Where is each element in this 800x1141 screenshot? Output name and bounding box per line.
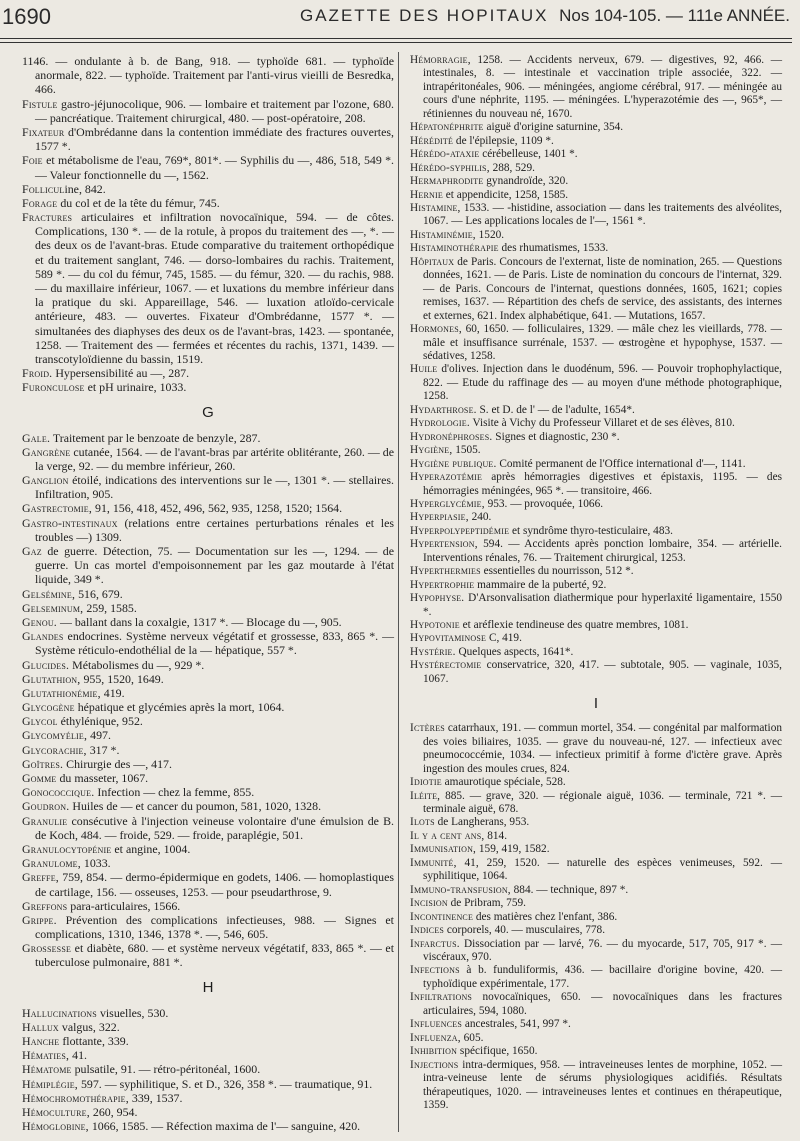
index-entry [410,498,782,511]
index-keyword: Histaminémie, [410,228,476,241]
index-text: 1520. [478,228,505,241]
index-keyword: Influences [410,1018,462,1031]
index-text: après hémorragies digestives et épistaxis, 1195. — des hémorragies méningées, 965 *. — transitoire, 466. [423,471,782,497]
index-entry [410,1059,782,1113]
index-entry [410,242,782,255]
index-text: Chirurgie des —, 417. [66,756,172,771]
index-entry [410,1045,782,1058]
index-keyword: Goîtres. [22,756,64,771]
index-text: cérébelleuse, 1401 *. [482,148,578,161]
index-text: à b. funduliformis, 436. — bacillaire d'origine bovine, 420. — typhoïdique expérimentale, 177. [423,964,782,990]
index-keyword: Hémoculture, [22,1104,90,1119]
index-entry [22,125,394,153]
index-text: 259, 1585. [86,600,137,615]
index-keyword: Gelsémine, [22,586,76,601]
index-text: et appendicite, 1258, 1585. [445,188,569,201]
index-text: pulsatile, 91. — rétro-péritonéal, 1600. [74,1062,261,1077]
index-text: conservatrice, 320, 417. — subtotale, 905. — vaginale, 1035, 1067. [423,659,782,685]
index-entry [410,619,782,632]
index-entry [22,771,394,785]
index-entry [22,700,394,714]
index-keyword: Infiltrations [410,991,473,1004]
index-text: 41. [72,1048,87,1063]
index-text: 605. [463,1031,484,1044]
journal-title: GAZETTE DES HOPITAUX [300,6,549,25]
index-keyword: Gale. [22,430,51,445]
index-text: gastro-jéjunocolique, 906. — lombaire et traitement par l'ozone, 680. — pancréatique. Traitement chirurgical, 480. — post-opératoire, 208. [35,96,394,125]
index-text: endocrines. Système nerveux végétatif et grossesse, 833, 865 *. — Système réticulo-endothélial de la — hépatique, 557 *. [35,629,394,658]
index-text: 419. [103,685,125,700]
index-keyword: Glycomyélie, [22,728,88,743]
index-text: corporels, 40. — musculaires, 778. [446,924,606,937]
index-entry [22,629,394,657]
index-text: d'olives. Injection dans le duodénum, 596. — Pouvoir trophophylactique, 822. — Etude du raffinage des — au moyen d'une méthode photographique, 1258. [423,363,783,403]
index-entry [410,884,782,897]
index-entry [22,686,394,700]
index-text: D'Arsonvalisation diathermique pour hyperlaxité ligamentaire, 1550 *. [423,592,782,618]
index-keyword: Ilots [410,816,435,829]
index-keyword: Fixateur [22,124,65,139]
index-entry [22,757,394,771]
index-entry [22,431,394,445]
index-text: et aréflexie tendineuse des quatre membres, 1081. [462,619,689,632]
index-text: Huiles de — et cancer du poumon, 581, 1020, 1328. [72,799,322,814]
index-keyword: Glycorachie, [22,742,87,757]
index-keyword: Gomme [22,771,57,785]
index-text: Signes et diagnostic, 230 *. [495,430,620,443]
index-text: et diabète, 680. — et système nerveux végétatif, 833, 865 *. — et tuberculose pulmonaire, 881 *. [35,941,394,970]
index-entry [410,363,782,403]
index-keyword: Inhibition [410,1045,458,1058]
index-entry [22,856,394,870]
index-keyword: Immunisation, [410,843,477,856]
index-keyword: Ganglion [22,473,69,488]
index-entry [22,743,394,757]
index-keyword: Glycol [22,714,58,729]
index-keyword: Influenza, [410,1031,461,1044]
index-keyword: Foie [22,153,43,168]
index-entry [22,1119,394,1133]
index-keyword: Gonococcique. [22,785,95,800]
index-entry [410,632,782,645]
index-entry [410,1018,782,1031]
index-entry [410,924,782,937]
index-text: 953. — provoquée, 1066. [487,497,604,510]
index-text: et angine, 1004. [114,841,191,856]
index-text: 41, 259, 1520. — naturelle des espèces venimeuses, 592. — syphilitique, 1064. [423,856,782,883]
index-text: gynandroïde, 320. [486,175,569,188]
index-entry [410,538,782,565]
index-keyword: Indices [410,924,445,937]
index-keyword: Hyperpiasie, [410,511,469,524]
index-keyword: Incontinence [410,910,474,923]
index-text: para-articulaires, 1566. [70,898,181,913]
index-text: mammaire de la puberté, 92. [477,578,607,591]
section-letter: G [202,403,214,421]
index-text: des matières chez l'enfant, 386. [475,910,618,923]
index-text: et syndrôme thyro-testiculaire, 483. [512,524,673,537]
index-text: flottante, 339. [62,1034,129,1048]
index-keyword: Hypertension, [410,538,478,551]
index-entry [410,991,782,1018]
index-keyword: Idiotie [410,776,442,789]
index-text: des rhumatismes, 1533. [501,242,609,255]
index-keyword: Hémorragie, [410,54,471,66]
index-entry [22,210,394,366]
index-text: et métabolisme de l'eau, 769*, 801*. — Syphilis du —, 486, 518, 549 *. — Valeur fonctionnelle du —, 1562. [35,153,394,182]
index-keyword: Glandes [22,629,64,644]
index-entry [22,54,394,97]
section-letter: I [593,695,599,713]
index-entry [410,121,782,134]
index-entry [410,511,782,524]
index-text: 1033. [83,856,111,871]
index-entry [410,938,782,965]
index-text: 814. [487,829,508,842]
index-keyword: Glucides. [22,657,70,672]
index-entry [22,1020,394,1034]
index-keyword: Furonculose [22,380,85,395]
index-entry [410,579,782,592]
index-text: Métabolismes du —, 929 *. [72,657,205,672]
index-keyword: Hydronéphroses. [410,430,493,443]
index-keyword: Genou. [22,614,57,629]
index-text: C, 419. [488,632,522,645]
index-entry [410,722,782,776]
index-keyword: Hyperazotémie [410,471,483,484]
index-entry [22,1105,394,1119]
index-keyword: Il y a cent ans, [410,829,485,842]
index-text: 1258. — Accidents nerveux, 679. — digestives, 92, 466. — intestinales, 8. — intestinale et vaccination triple associée, 322. — intrapéritonéales, 906. — méningées, angiome cérébral, 917. — méningée au cours d'une néphrite, 1195. — méningées. L'hyperazotémie des —, 965*, — rétiniennes du nouveau né, 1670. [423,54,782,120]
index-text: spécifique, 1650. [459,1045,538,1058]
index-keyword: Hyperpolypeptidémie [410,524,510,537]
index-entry [22,97,394,125]
index-text: 497. [90,728,111,743]
index-entry [22,601,394,615]
index-text: de Pribram, 759. [450,897,526,910]
index-text: 884. — technique, 897 *. [513,883,629,896]
index-text: Visite à Vichy du Professeur Villaret et de ses élèves, 810. [472,417,735,430]
index-text: 597. — syphilitique, S. et D., 326, 358 *. — traumatique, 91. [80,1076,373,1091]
index-keyword: Hépatonéphrite [410,121,484,134]
index-keyword: Glutathionémie, [22,685,101,700]
index-entry [22,672,394,686]
index-keyword: Hypophyse. [410,592,465,605]
index-entry [410,1032,782,1045]
index-text: Prévention des complications infectieuses, 988. — Signes et complications, 1310, 1346, 1378 *. —, 546, 605. [35,912,394,942]
index-keyword: Hermaphrodite [410,175,484,188]
index-entry [22,1062,394,1076]
index-keyword: Gastrectomie, [22,501,93,516]
index-entry [22,380,394,394]
index-entry [22,1091,394,1105]
index-entry [22,196,394,210]
index-entry [410,54,782,121]
index-keyword: Hallux [22,1019,59,1034]
index-entry [410,256,782,323]
header-rule-bottom [0,42,792,43]
index-text: 317 *. [89,742,120,757]
index-keyword: Injections [410,1058,459,1071]
left-column [22,54,394,1133]
index-keyword: Hallucinations [22,1005,97,1020]
index-text: Comité permanent de l'Office international d'—, 1141. [499,457,746,470]
index-entry [410,458,782,471]
index-keyword: Granulocytopénie [22,841,112,856]
index-text: et pH urinaire, 1033. [87,380,187,395]
index-entry [410,323,782,363]
index-keyword: Immunité, [410,856,457,869]
index-keyword: Goudron. [22,799,70,814]
index-text: ine, 842. [64,181,106,196]
index-entry [410,135,782,148]
index-text: essentielles du nourrisson, 512 *. [483,565,634,578]
index-entry [410,444,782,457]
index-entry [22,182,394,196]
index-entry [410,175,782,188]
index-text: de guerre. Détection, 75. — Documentation sur les —, 1294. — de guerre. Un cas mortel d'empoisonnement par les gaz moutarde à l'état liquide, 349 *. [35,544,394,587]
index-entry [410,189,782,202]
index-entry [22,544,394,587]
index-keyword: Incision [410,897,448,910]
index-keyword: Gaz [22,544,42,558]
index-keyword: Hystérectomie [410,659,482,672]
index-text: 1066, 1585. — Réfection maxima de l'— sanguine, 420. [91,1119,361,1134]
index-entry [22,658,394,672]
index-text: 240. [471,511,492,524]
index-entry [22,1006,394,1020]
index-text: novocaïniques, 650. — novocaïniques dans les fractures articulaires, 594, 1080. [423,991,782,1017]
index-entry [410,229,782,242]
index-text: Hypersensibilité au —, 287. [55,366,190,381]
index-entry [410,404,782,417]
index-keyword: Hypovitaminose [410,632,487,645]
index-keyword: Infections [410,964,460,977]
index-entry [410,471,782,498]
index-entry [22,587,394,601]
index-keyword: Gangrène [22,444,71,459]
index-entry [22,714,394,728]
index-text: éthylénique, 952. [60,714,143,729]
index-entry [410,202,782,229]
index-text: du col et de la tête du fémur, 745. [60,195,220,210]
index-keyword: Hydrologie. [410,417,470,430]
index-keyword: Hérédité [410,134,454,147]
index-text: visuelles, 530. [99,1005,169,1020]
index-entry [410,857,782,884]
index-text: 594. — Accidents après ponction lombaire, 354. — artérielle. Interventions rénales, 76. — Traitement chirurgical, 1253. [423,538,782,564]
index-text: 159, 419, 1582. [478,843,550,856]
page-number: 1690 [2,4,51,29]
index-keyword: Hémiplégie, [22,1076,78,1091]
index-keyword: Hygiène publique. [410,457,497,470]
index-entry [410,816,782,829]
section-letter: H [202,978,214,996]
index-text: de Paris. Concours de l'externat, liste de nomination, 265. — Questions données, 1621. — de Paris. Liste de nomination du concours de l'internat, 329. — de Paris. Concours de l'internat, questions données, 1605, 1621; copies remises, 1637. — Répartition des chefs de service, des assistants, des internes et externes, 621. Index alphabétique, 641. — Mutations, 1657. [423,255,782,322]
column-divider [398,52,399,1132]
index-keyword: Hystérie. [410,645,456,658]
index-entry [410,843,782,856]
index-keyword: Greffons [22,898,68,913]
index-text: articulaires et infiltration novocaïnique, 594. — de côtes. Complications, 130 *. — de la rotule, à propos du traitement des —, *. — des deux os de l'avant-bras. Etude comparative du traitement orthopédique et du traitement sanglant, 746. — dorso-lombaires du rachis. Traitement, 589 *. — du col du fémur, 745, 1585. — du fémur, 320. — du rachis, 988. — du maxillaire inférieur, 1067. — et luxations du membre inférieur dans la pratique du ski. Appareillage, 546. — luxation atloïdo-cervicale antérieure, 483. — ouvertes. Fixateur d'Ombrédanne, 1577 *. — simultanées des diaphyses des deux os de l'avant-bras, 1423. — spontanée, 1258. — Traitement des — fermées et récentes du rachis, 1371, 1439. — transcotyloïdienne du bassin, 1519. [35,210,394,366]
index-entry [410,659,782,686]
index-entry [22,899,394,913]
index-text: aiguë d'origine saturnine, 354. [486,121,624,134]
index-keyword: Forage [22,195,58,210]
index-text: valgus, 322. [61,1019,120,1034]
index-keyword: Hyperglycémie, [410,497,485,510]
index-keyword: Hémochromothérapie, [22,1090,129,1105]
index-text: de Langherans, 953. [437,816,530,829]
page-header [0,0,800,36]
index-text: de l'épilepsie, 1109 *. [455,134,554,147]
index-keyword: Immuno-transfusion, [410,883,511,896]
index-text: Infection — chez la femme, 855. [97,785,255,800]
index-text: 516, 679. [78,586,123,601]
index-entry [410,565,782,578]
index-text: 91, 156, 418, 452, 496, 562, 935, 1258, 1520; 1564. [95,501,343,516]
index-text: (relations entre certaines perturbations rénales et les troubles —) 1309. [35,515,394,544]
index-entry [22,814,394,842]
index-keyword: Hématome [22,1062,72,1077]
index-entry [22,516,394,544]
index-entry [22,615,394,629]
index-text: étoilé, indications des interventions sur le —, 1301 *. — stellaires. Infiltration, 905. [35,473,394,502]
index-entry [410,148,782,161]
index-text: 60, 1650. — folliculaires, 1329. — mâle chez les vieillards, 778. — mâle et insuffisance surrénale, 1537. — œstrogène et hypophyse, 1537. — sédatives, 1258. [423,323,782,362]
index-text: intra-dermiques, 958. — intraveineuses lentes de morphine, 1052. — intra-veineuse lente de sérums physiologiques acidifiés. Résultats thérapeutiques, 1020. — intraveineuses lentes et continues en thérapeutique, 1359. [423,1058,782,1111]
index-keyword: Glycogène [22,700,75,715]
index-entry [22,842,394,856]
index-keyword: Follicul [22,181,65,196]
index-text: Quelques aspects, 1641*. [458,645,574,658]
index-keyword: Hanche [22,1034,60,1048]
index-keyword: Hypotonie [410,619,460,632]
right-column [410,54,782,1112]
index-entry [22,153,394,181]
index-entry [22,1077,394,1091]
index-entry [410,964,782,991]
index-text: S. et D. de l' — de l'adulte, 1654*. [479,403,635,416]
index-keyword: Gastro-intestinaux [22,515,118,530]
index-keyword: Hernie [410,188,443,201]
index-keyword: Hypertrophie [410,578,475,591]
index-keyword: Histamine, [410,201,461,214]
index-text: 1146. — ondulante à b. de Bang, 918. — typhoïde 681. — typhoïde anormale, 822. — typhoïde. Traitement par l'anti-virus vieilli de Besredka, 466. [22,54,394,97]
index-entry [22,1048,394,1062]
index-entry [22,366,394,380]
index-entry [22,785,394,799]
index-entry [22,870,394,898]
index-entry [22,1034,394,1048]
index-text: amaurotique spéciale, 528. [444,776,566,789]
index-keyword: Infarctus. [410,937,460,950]
index-keyword: Hormones, [410,323,462,336]
index-entry [22,501,394,515]
issue-number: Nos 104-105. — 111e ANNÉE. [559,6,790,25]
index-keyword: Glutathion, [22,671,81,686]
index-text: 339, 1537. [131,1090,183,1105]
index-keyword: Fractures [22,210,73,225]
index-keyword: Grippe. [22,912,57,927]
index-entry [410,911,782,924]
index-keyword: Hématies, [22,1048,70,1063]
index-entry [410,776,782,789]
index-keyword: Froid. [22,366,53,381]
index-keyword: Granulome, [22,856,81,871]
index-entry [22,941,394,969]
index-keyword: Hygiène, [410,444,453,457]
index-entry [410,431,782,444]
index-entry [410,162,782,175]
index-text: consécutive à l'injection veineuse volontaire d'une émulsion de B. de Koch, 484. — froide, 529. — froide, paraplégie, 501. [35,813,394,842]
index-keyword: Huile [410,363,438,376]
index-keyword: Fistule [22,96,58,111]
index-entry [410,830,782,843]
index-keyword: Hôpitaux [410,255,455,268]
index-keyword: Ictères [410,722,445,735]
index-entry [410,897,782,910]
index-keyword: Hérédo-syphilis, [410,161,490,174]
index-text: — ballant dans la coxalgie, 1317 *. — Blocage du —, 905. [59,614,342,629]
index-keyword: Grossesse [22,941,72,956]
index-keyword: Hyperthermies [410,565,481,578]
index-entry [22,799,394,813]
index-text: 955, 1520, 1649. [83,671,164,686]
index-text: Dissociation par — larvé, 76. — du myocarde, 517, 705, 917 *. — viscéraux, 970. [423,937,783,963]
index-entry [410,592,782,619]
index-text: Traitement par le benzoate de benzyle, 287. [52,430,261,445]
index-entry [410,525,782,538]
index-keyword: Greffe, [22,870,59,885]
index-keyword: Hérédo-ataxie [410,148,480,161]
index-keyword: Histaminothérapie [410,242,499,255]
index-entry [410,417,782,430]
index-keyword: Iléite, [410,789,441,802]
index-text: cutanée, 1564. — de l'avant-bras par artérite oblitérante, 260. — de la verge, 92. — du membre inférieur, 260. [35,444,394,473]
index-keyword: Gelseminum, [22,600,84,615]
index-text: d'Ombrédanne dans la contention immédiate des fractures ouvertes, 1577 *. [35,124,394,154]
index-text: 759, 854. — dermo-épidermique en godets, 1406. — homoplastiques de cartilage, 156. — osseuses, 1253. — pour pseudarthrose, 9. [35,870,394,899]
index-text: 260, 954. [92,1104,138,1119]
index-text: 885. — grave, 320. — régionale aiguë, 1036. — terminale, 721 *. — terminale aiguë, 678. [423,789,782,816]
index-entry [22,473,394,501]
index-text: du masseter, 1067. [59,771,149,785]
index-text: ancestrales, 541, 997 *. [464,1018,571,1031]
header-rule-top [0,38,792,39]
index-entry [410,790,782,817]
index-entry [22,445,394,473]
index-text: hépatique et glycémies après la mort, 1064. [77,700,285,715]
index-entry [410,646,782,659]
index-keyword: Hydarthrose. [410,403,477,416]
index-entry [22,913,394,941]
index-text: 1505. [455,444,481,457]
index-text: 1533. — -histidine, association — dans les traitements des alvéolites, 1067. — Les applications locales de l'—, 1561 *. [423,201,782,228]
index-keyword: Hémoglobine, [22,1119,89,1134]
index-keyword: Granulie [22,813,68,828]
index-text: 288, 529. [492,161,535,174]
index-text: catarrhaux, 191. — commun mortel, 354. — congénital par malformation des voies biliaires, 1035. — grave du nouveau-né, 127. — infectieux avec pneumococcémie, 1034. — infectieux primitif à forme d'ictère grave. Après ingestion des moules crues, 824. [423,722,782,775]
index-entry [22,728,394,742]
